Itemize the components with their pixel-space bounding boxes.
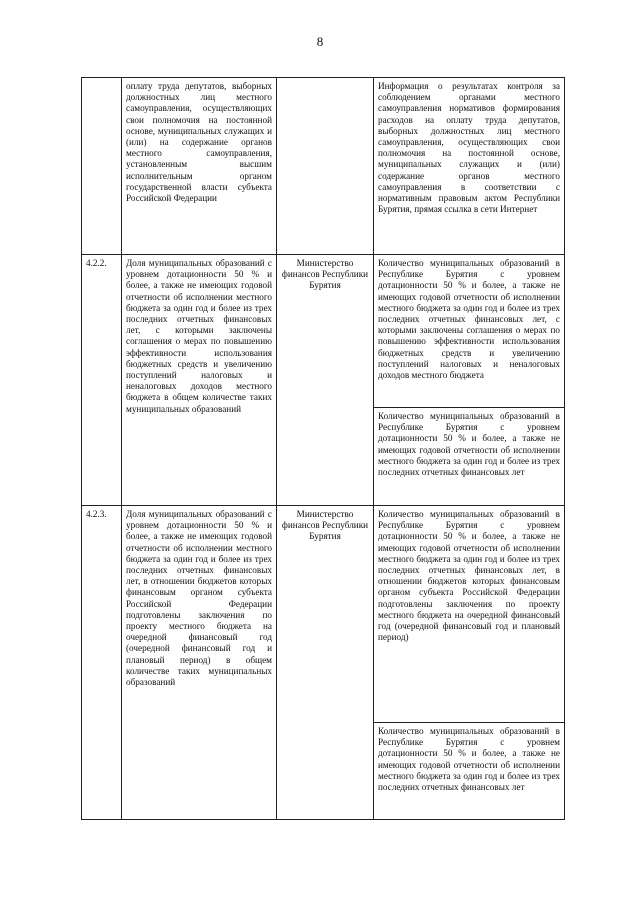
indicators-table (81, 77, 565, 820)
row-number (82, 78, 122, 255)
row-number: 4.2.3. (82, 506, 122, 820)
row-responsible: Министерство финансов Республики Бурятия (277, 255, 374, 506)
row-indicator-b: Количество муниципальных образований в Республике Бурятия с уровнем дотационности 50 % и более, а также не имеющих годовой отчетности об исполнении местного бюджета за один год и более из трех последних отчетных финансовых лет (374, 408, 565, 506)
row-description: оплату труда депутатов, выборных должностных лиц местного самоуправления, осуществляющих свои полномочия на постоянной основе, муниципальных служащих и (или) на содержание органов местного самоуправления, установленным высшим исполнительным органом государственной власти субъекта Российской Федерации (122, 78, 277, 255)
table-row (82, 255, 565, 408)
row-description: Доля муниципальных образований с уровнем дотационности 50 % и более, а также не имеющих годовой отчетности об исполнении местного бюджета за один год и более из трех последних отчетных финансовых лет, с которыми заключены соглашения о мерах по повышению эффективности использования бюджетных средств и увеличению поступлений налоговых и неналоговых доходов местного бюджета в общем количестве таких муниципальных образований (122, 255, 277, 506)
row-responsible (277, 78, 374, 255)
table-row (82, 506, 565, 723)
page-number: 8 (316, 34, 324, 49)
row-indicator-a: Количество муниципальных образований в Республике Бурятия с уровнем дотационности 50 % и более, а также не имеющих годовой отчетности об исполнении местного бюджета за один год и более из трех последних отчетных финансовых лет, в отношении бюджетов которых финансовым органом субъекта Российской Федерации подготовлены заключения по проекту местного бюджета на очередной финансовый год (очередной финансовый год и плановый период) (374, 506, 565, 723)
row-indicator-b: Количество муниципальных образований в Республике Бурятия с уровнем дотационности 50 % и более, а также не имеющих годовой отчетности об исполнении местного бюджета за один год и более из трех последних отчетных финансовых лет (374, 723, 565, 820)
row-indicator: Информация о результатах контроля за соблюдением органами местного самоуправления нормативов формирования расходов на оплату труда депутатов, выборных должностных лиц местного самоуправления, осуществляющих свои полномочия на постоянной основе, муниципальных служащих и (или) содержание органов местного самоуправления в соответствии с нормативным правовым актом Республики Бурятия, прямая ссылка в сети Интернет (374, 78, 565, 255)
row-number: 4.2.2. (82, 255, 122, 506)
table-row (82, 78, 565, 255)
row-description: Доля муниципальных образований с уровнем дотационности 50 % и более, а также не имеющих годовой отчетности об исполнении местного бюджета за один год и более из трех последних отчетных финансовых лет, в отношении бюджетов которых финансовым органом субъекта Российской Федерации подготовлены заключения по проекту местного бюджета на очередной финансовый год (очередной финансовый год и плановый период) в общем количестве таких муниципальных образований (122, 506, 277, 820)
row-responsible: Министерство финансов Республики Бурятия (277, 506, 374, 820)
row-indicator-a: Количество муниципальных образований в Республике Бурятия с уровнем дотационности 50 % и более, а также не имеющих годовой отчетности об исполнении местного бюджета за один год и более из трех последних отчетных финансовых лет, с которыми заключены соглашения о мерах по повышению эффективности использования бюджетных средств и увеличению поступлений налоговых и неналоговых доходов местного бюджета (374, 255, 565, 408)
